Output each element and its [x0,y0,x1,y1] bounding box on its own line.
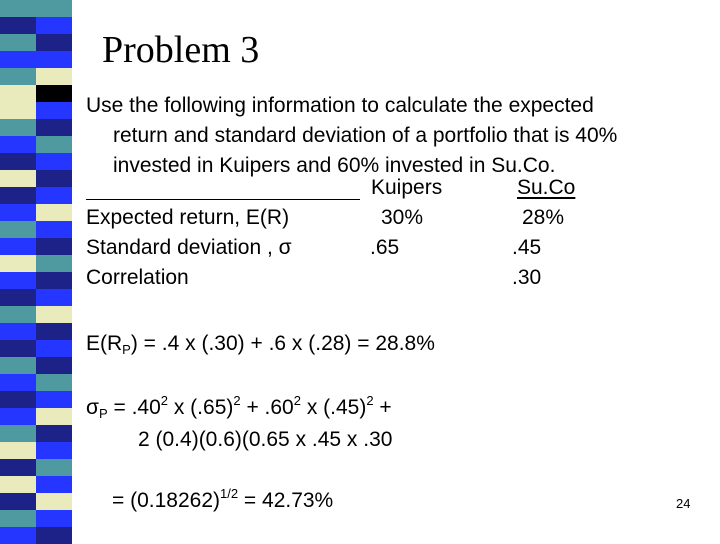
stripe-square [0,170,36,187]
stripe-square [36,102,72,119]
stripe-square [0,255,36,272]
stripe-square [0,476,36,493]
expected-return-formula [86,329,435,359]
stripe-square [36,391,72,408]
stripe-square [36,34,72,51]
formula-subscript: P [122,342,131,357]
stripe-square [36,85,72,102]
stripe-square [0,391,36,408]
stripe-square [0,459,36,476]
problem-line: Use the following information to calculate the expected [86,94,594,117]
stripe-square [0,17,36,34]
formula-subscript: P [98,406,108,421]
stripe-square [36,527,72,544]
stripe-square [0,323,36,340]
stripe-square [0,102,36,119]
stripe-square [36,425,72,442]
formula-text: E(R [86,332,123,355]
formula-text: + .60 [240,396,294,419]
stripe-square [0,221,36,238]
stripe-square [0,238,36,255]
stripe-square [0,442,36,459]
stripe-square [36,221,72,238]
stripe-square [0,85,36,102]
stripe-square [0,493,36,510]
stripe-square [36,272,72,289]
stripe-square [0,425,36,442]
stripe-square [36,289,72,306]
row-label: Expected return, E(R) [86,206,290,229]
stripe-square [36,442,72,459]
stripe-square [36,68,72,85]
stripe-square [0,306,36,323]
formula-exponent: 1/2 [220,486,239,501]
sigma-symbol: σ [86,396,99,419]
problem-line: invested in Kuipers and 60% invested in Su.Co. [113,154,556,177]
stripe-square [36,238,72,255]
stripe-square [36,323,72,340]
row-label: Standard deviation , σ [86,236,292,259]
slide-title: Problem 3 [102,29,260,71]
portfolio-sigma-formula [86,393,392,423]
stripe-square [36,0,72,17]
formula-exponent: 2 [233,393,241,408]
portfolio-sigma-result [112,486,333,516]
formula-text: = 42.73% [238,489,334,512]
stripe-square [36,408,72,425]
suco-value: .30 [512,266,542,289]
stripe-square [0,527,36,544]
stripe-square [36,153,72,170]
stripe-square [0,289,36,306]
formula-text: = .40 [107,396,161,419]
decorative-stripe [0,0,72,540]
problem-line: return and standard deviation of a portfolio that is 40% [113,124,618,147]
stripe-square [36,340,72,357]
stripe-square [0,0,36,17]
stripe-square [36,255,72,272]
stripe-square [0,136,36,153]
page-number: 24 [676,496,691,511]
formula-exponent: 2 [366,393,374,408]
stripe-square [36,136,72,153]
formula-text: + [373,396,392,419]
stripe-square [36,374,72,391]
formula-exponent: 2 [160,393,169,408]
stripe-square [36,357,72,374]
suco-value: .45 [512,236,542,259]
kuipers-value: 30% [381,206,424,229]
formula-text: x (.45) [300,396,367,419]
formula-text: x (.65) [168,396,234,419]
stripe-square [36,459,72,476]
stripe-square [36,17,72,34]
stripe-square [0,408,36,425]
stripe-square [36,51,72,68]
formula-text: ) = .4 x (.30) + .6 x (.28) = 28.8% [130,332,435,355]
formula-exponent: 2 [293,393,301,408]
kuipers-value: .65 [370,236,400,259]
stripe-square [0,272,36,289]
suco-value: 28% [522,206,565,229]
problem-statement [86,91,617,181]
stripe-square [36,204,72,221]
stripe-square [0,510,36,527]
stripe-square [0,153,36,170]
row-label: Correlation [86,266,189,289]
stripe-square [0,68,36,85]
stripe-square [0,374,36,391]
header-rule [86,199,360,200]
stripe-square [0,204,36,221]
column-header-suco: Su.Co [517,176,576,199]
stripe-square [0,34,36,51]
stripe-square [0,357,36,374]
stripe-square [36,187,72,204]
stripe-square [0,340,36,357]
stripe-square [36,510,72,527]
stripe-square [0,119,36,136]
stripe-square [0,187,36,204]
stripe-square [36,306,72,323]
formula-text: = (0.18262) [112,489,220,512]
column-header-kuipers: Kuipers [371,176,443,199]
portfolio-sigma-formula-line2: 2 (0.4)(0.6)(0.65 x .45 x .30 [138,428,393,451]
stripe-square [36,119,72,136]
stripe-square [36,476,72,493]
stripe-square [0,51,36,68]
stripe-square [36,493,72,510]
stripe-square [36,170,72,187]
